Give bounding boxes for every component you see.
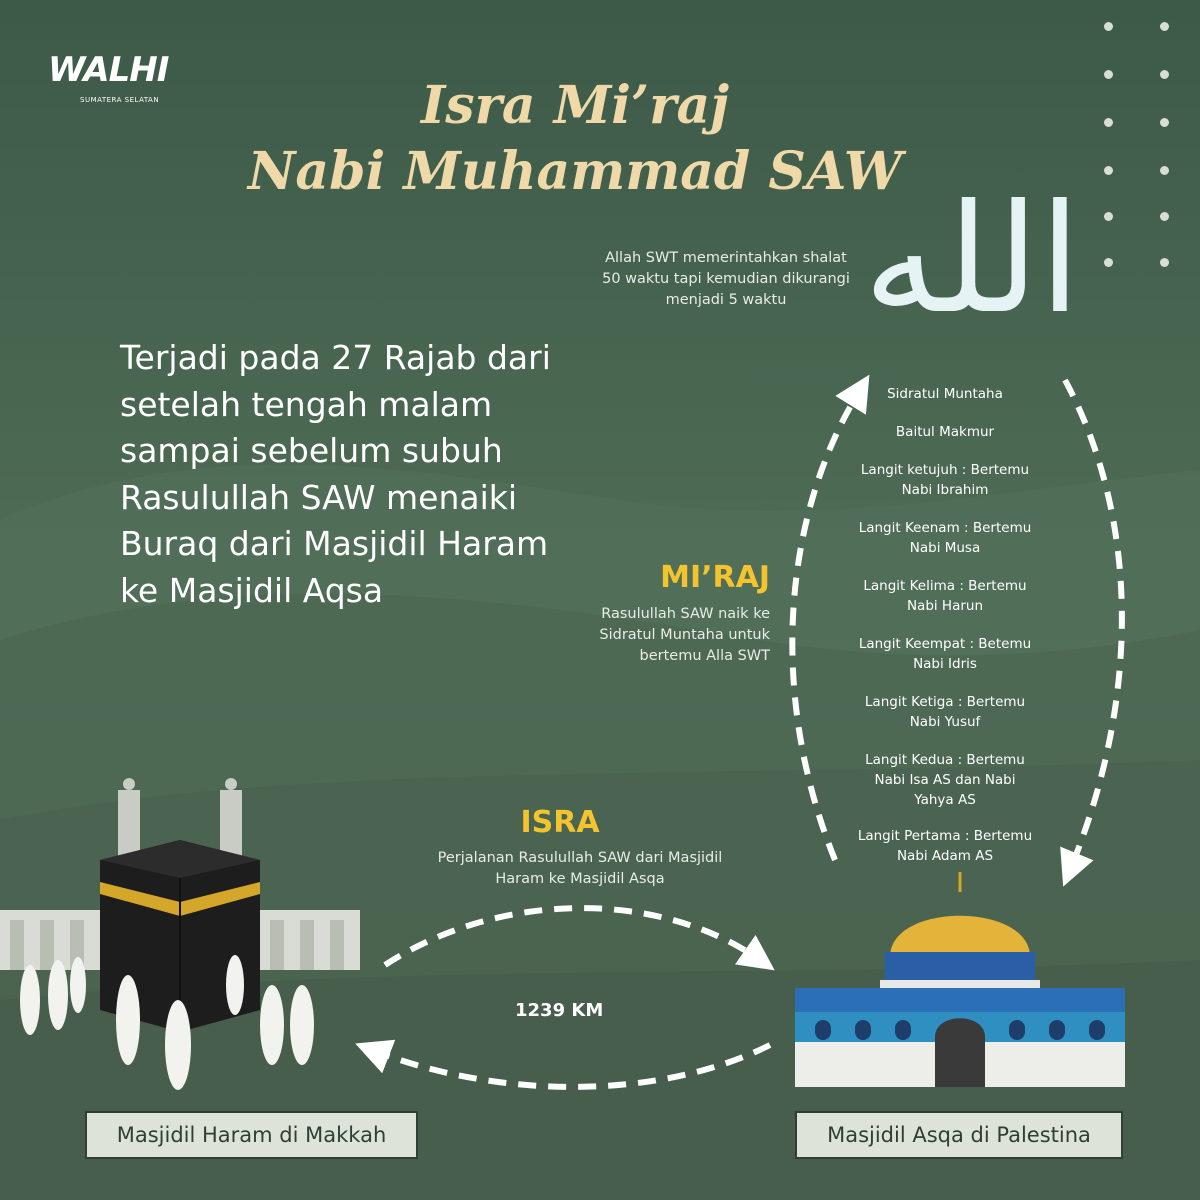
kaaba-illustration	[0, 770, 370, 1100]
step-sidratul-muntaha: Sidratul Muntaha	[887, 386, 1003, 402]
walhi-logo-subtitle: SUMATERA SELATAN	[80, 96, 160, 104]
walhi-logo: WALHI	[48, 50, 169, 90]
miraj-descend-arrow	[1065, 380, 1122, 870]
distance-label: 1239 KM	[515, 1000, 604, 1021]
step-langit-kedua: Langit Kedua : Bertemu Nabi Isa AS dan Nabi Yahya AS	[865, 752, 1025, 808]
allah-caption: Allah SWT memerintahkan shalat 50 waktu tapi kemudian dikurangi menjadi 5 waktu	[602, 250, 850, 308]
step-langit-ketiga: Langit Ketiga : Bertemu Nabi Yusuf	[864, 694, 1026, 730]
allah-calligraphy-icon: الله	[863, 173, 1081, 347]
miraj-description: Rasulullah SAW naik ke Sidratul Muntaha untuk bertemu Alla SWT	[599, 606, 770, 664]
title-line-2: Nabi Muhammad SAW	[247, 141, 903, 202]
title-line-1: Isra Mi’raj	[420, 75, 730, 136]
label-masjidil-haram: Masjidil Haram di Makkah	[85, 1111, 418, 1159]
step-baitul-makmur: Baitul Makmur	[895, 424, 995, 440]
isra-return-arrow	[372, 1045, 770, 1087]
isra-description: Perjalanan Rasulullah SAW dari Masjidil Haram ke Masjidil Asqa	[437, 850, 723, 887]
step-langit-ketujuh: Langit ketujuh : Bertemu Nabi Ibrahim	[860, 462, 1030, 498]
label-masjidil-aqsa: Masjidil Asqa di Palestina	[795, 1111, 1123, 1159]
isra-heading: ISRA	[520, 805, 600, 840]
step-langit-keempat: Langit Keempat : Betemu Nabi Idris	[858, 636, 1032, 672]
miraj-ascend-arrow	[792, 390, 860, 860]
miraj-heading: MI’RAJ	[660, 560, 770, 595]
dome-of-the-rock-illustration	[785, 872, 1135, 1092]
step-langit-keenam: Langit Keenam : Bertemu Nabi Musa	[858, 520, 1032, 556]
step-langit-kelima: Langit Kelima : Bertemu Nabi Harun	[863, 578, 1027, 614]
intro-text: Terjadi pada 27 Rajab dari setelah tengah malam sampai sebelum subuh Rasulullah SAW menaiki Buraq dari Masjidil Haram ke Masjidil Aqsa	[120, 338, 551, 610]
step-langit-pertama: Langit Pertama : Bertemu Nabi Adam AS	[857, 828, 1033, 864]
isra-go-arrow	[385, 908, 760, 965]
